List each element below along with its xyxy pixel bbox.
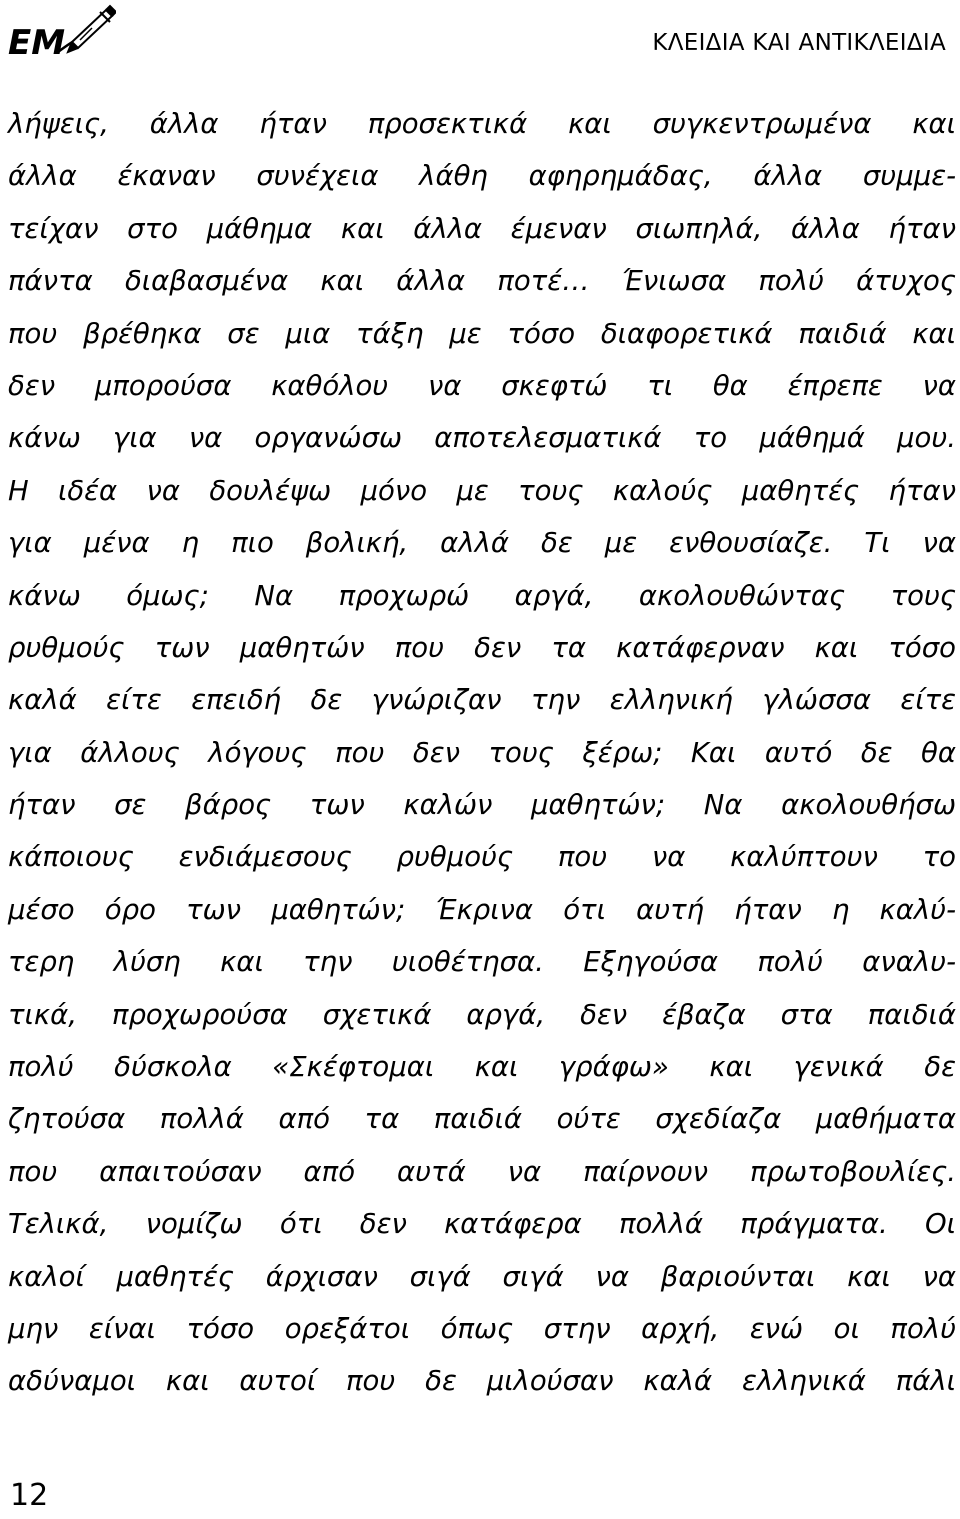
text-line: κάποιους ενδιάμεσους ρυθμούς που να καλύπτουν το [8, 841, 956, 874]
fountain-pen-icon [6, 2, 116, 64]
text-line: που απαιτούσαν από αυτά να παίρνουν πρωτοβουλίες. [8, 1155, 956, 1188]
text-line: ήταν σε βάρος των καλών μαθητών; Να ακολουθήσω [8, 789, 956, 822]
text-line: καλοί μαθητές άρχισαν σιγά σιγά να βαριούνται και να [8, 1260, 956, 1293]
text-line: άλλα έκαναν συνέχεια λάθη αφηρημάδας, άλλα συμμε- [8, 160, 956, 193]
text-line: καλά είτε επειδή δε γνώριζαν την ελληνική γλώσσα είτε [8, 684, 956, 717]
text-line: για μένα η πιο βολική, αλλά δε με ενθουσίαζε. Τι να [8, 527, 956, 560]
text-line: μέσο όρο των μαθητών; Έκρινα ότι αυτή ήταν η καλύ- [8, 893, 956, 926]
text-line: δεν μπορούσα καθόλου να σκεφτώ τι θα έπρεπε να [8, 369, 956, 402]
text-line: ρυθμούς των μαθητών που δεν τα κατάφερναν και τόσο [8, 631, 956, 664]
text-line: πάντα διαβασμένα και άλλα ποτέ… Ένιωσα πολύ άτυχος [8, 265, 956, 298]
text-line: Τελικά, νομίζω ότι δεν κατάφερα πολλά πράγματα. Οι [8, 1208, 956, 1241]
text-line: τερη λύση και την υιοθέτησα. Εξηγούσα πολύ αναλυ- [8, 946, 956, 979]
running-title: ΚΛΕΙΔΙΑ ΚΑΙ ΑΝΤΙΚΛΕΙΔΙΑ [652, 30, 946, 56]
text-line: λήψεις, άλλα ήταν προσεκτικά και συγκεντρωμένα και [8, 108, 956, 140]
text-line: κάνω για να οργανώσω αποτελεσματικά το μάθημά μου. [8, 422, 956, 455]
text-line: αδύναμοι και αυτοί που δε μιλούσαν καλά ελληνικά πάλι [8, 1365, 956, 1398]
text-line: τικά, προχωρούσα σχετικά αργά, δεν έβαζα στα παιδιά [8, 998, 956, 1031]
text-line: για άλλους λόγους που δεν τους ξέρω; Και αυτό δε θα [8, 736, 956, 769]
text-line: πολύ δύσκολα «Σκέφτομαι και γράφω» και γενικά δε [8, 1051, 956, 1084]
text-line: μην είναι τόσο ορεξάτοι όπως στην αρχή, ενώ οι πολύ [8, 1312, 956, 1345]
text-line: τείχαν στο μάθημα και άλλα έμεναν σιωπηλά, άλλα ήταν [8, 212, 956, 245]
publisher-logo [6, 2, 116, 64]
text-line: που βρέθηκα σε μια τάξη με τόσο διαφορετικά παιδιά και [8, 317, 956, 350]
logo-text: EM [8, 23, 66, 63]
body-text [8, 98, 956, 1408]
text-line: ζητούσα πολλά από τα παιδιά ούτε σχεδίαζα μαθήματα [8, 1103, 956, 1136]
page-number: 12 [10, 1478, 49, 1513]
text-line: Η ιδέα να δουλέψω μόνο με τους καλούς μαθητές ήταν [8, 474, 956, 507]
text-line: κάνω όμως; Να προχωρώ αργά, ακολουθώντας τους [8, 579, 956, 612]
